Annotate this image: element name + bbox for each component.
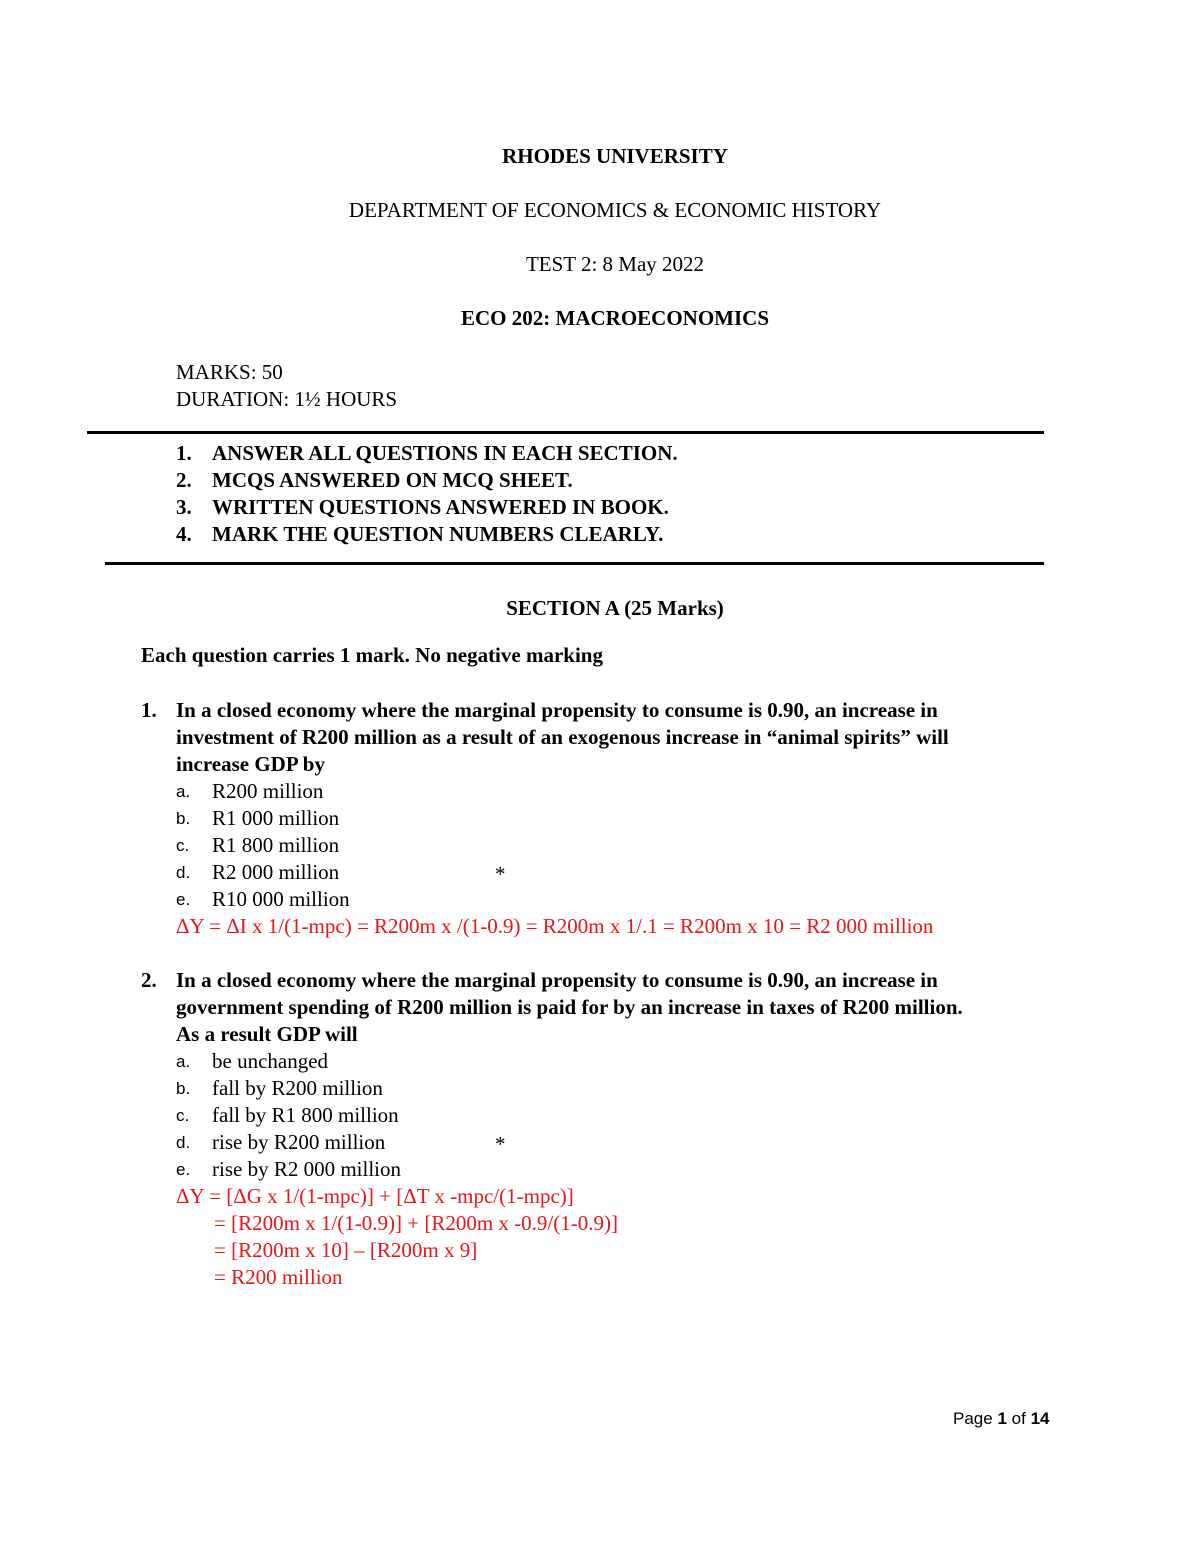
instruction-num: 3. (176, 495, 192, 519)
option-text: R200 million (212, 779, 324, 803)
instruction-num: 1. (176, 441, 192, 465)
option-text: R10 000 million (212, 887, 350, 911)
instruction-text: ANSWER ALL QUESTIONS IN EACH SECTION. (212, 441, 678, 465)
current-page: 1 (997, 1409, 1007, 1428)
option-text: R1 800 million (212, 833, 340, 857)
option-letter: c. (176, 1106, 190, 1125)
university-title: RHODES UNIVERSITY (502, 144, 728, 168)
section-note: Each question carries 1 mark. No negative marking (141, 643, 603, 667)
instruction-num: 2. (176, 468, 192, 492)
option-text: fall by R200 million (212, 1076, 383, 1100)
option-text: fall by R1 800 million (212, 1103, 399, 1127)
instruction-text: MARK THE QUESTION NUMBERS CLEARLY. (212, 522, 664, 546)
instruction-num: 4. (176, 522, 192, 546)
question-text-line: In a closed economy where the marginal propensity to consume is 0.90, an increase in (176, 698, 938, 722)
option-text: R2 000 million (212, 860, 340, 884)
option-text: rise by R200 million (212, 1130, 386, 1154)
question-text-line: As a result GDP will (176, 1022, 358, 1046)
course-title: ECO 202: MACROECONOMICS (461, 306, 769, 330)
page-word: Page (953, 1409, 993, 1428)
section-title: SECTION A (25 Marks) (506, 596, 724, 620)
option-letter: b. (176, 1079, 191, 1098)
question-text-line: investment of R200 million as a result of an exogenous increase in “animal spirits” will (176, 725, 949, 749)
option-letter: b. (176, 809, 191, 828)
of-word: of (1011, 1409, 1026, 1428)
bottom-divider (105, 562, 1044, 565)
option-letter: e. (176, 890, 191, 909)
option-text: be unchanged (212, 1049, 329, 1073)
marks-total: MARKS: 50 (176, 360, 283, 384)
answer-working: = [R200m x 10] – [R200m x 9] (214, 1238, 478, 1262)
answer-working: = [R200m x 1/(1-0.9)] + [R200m x -0.9/(1-0.9)] (214, 1211, 618, 1235)
total-pages: 14 (1030, 1409, 1050, 1428)
top-divider (87, 431, 1044, 434)
option-text: R1 000 million (212, 806, 340, 830)
option-letter: c. (176, 836, 190, 855)
question-text-line: government spending of R200 million is paid for by an increase in taxes of R200 million. (176, 995, 963, 1019)
question-number: 2. (141, 968, 157, 992)
question-text-line: increase GDP by (176, 752, 325, 776)
option-letter: a. (176, 1052, 191, 1071)
answer-working: ΔY = [ΔG x 1/(1-mpc)] + [ΔT x -mpc/(1-mpc)] (176, 1184, 574, 1208)
option-letter: a. (176, 782, 191, 801)
page-number (953, 1405, 1049, 1432)
answer-working: = R200 million (214, 1265, 343, 1289)
instruction-text: WRITTEN QUESTIONS ANSWERED IN BOOK. (212, 495, 669, 519)
question-number: 1. (141, 698, 157, 722)
question-text-line: In a closed economy where the marginal propensity to consume is 0.90, an increase in (176, 968, 938, 992)
correct-answer-marker: * (495, 862, 506, 886)
correct-answer-marker: * (495, 1132, 506, 1156)
option-letter: d. (176, 1133, 191, 1152)
option-text: rise by R2 000 million (212, 1157, 401, 1181)
option-letter: d. (176, 863, 191, 882)
answer-working: ΔY = ΔI x 1/(1-mpc) = R200m x /(1-0.9) = R200m x 1/.1 = R200m x 10 = R2 000 million (176, 914, 934, 938)
instruction-text: MCQS ANSWERED ON MCQ SHEET. (212, 468, 573, 492)
department-title: DEPARTMENT OF ECONOMICS & ECONOMIC HISTORY (348, 198, 882, 222)
option-letter: e. (176, 1160, 191, 1179)
duration: DURATION: 1½ HOURS (176, 387, 398, 411)
test-date: TEST 2: 8 May 2022 (525, 252, 705, 276)
